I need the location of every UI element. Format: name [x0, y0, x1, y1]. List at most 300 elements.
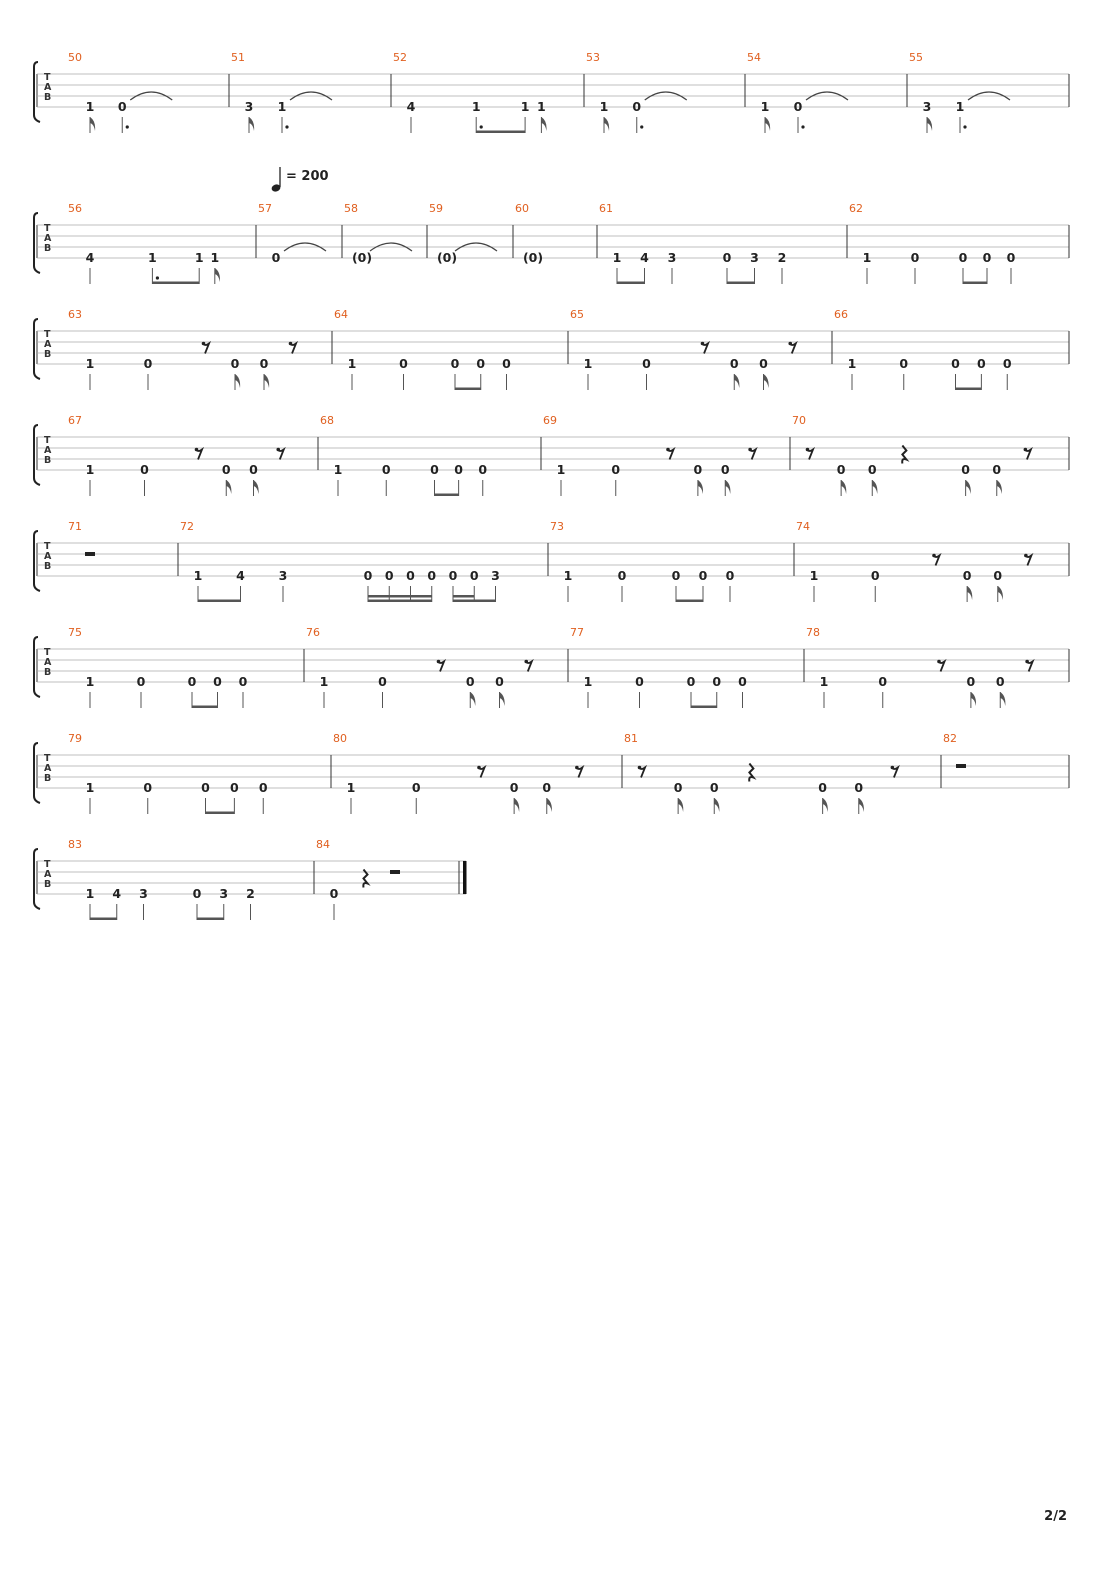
- fret-number: 2: [246, 886, 255, 901]
- tab-clef-letter: A: [44, 869, 52, 880]
- fret-number: 0: [465, 674, 475, 689]
- measure-number: 63: [68, 308, 82, 321]
- fret-number: 0: [693, 462, 703, 477]
- note-flag: [872, 480, 877, 494]
- measure: [849, 202, 1016, 284]
- measure-number: 78: [806, 626, 820, 639]
- fret-number: 0: [673, 780, 683, 795]
- measure-number: 55: [909, 51, 923, 64]
- beam: [963, 282, 987, 285]
- fret-number: 1: [520, 99, 530, 114]
- fret-number: 0: [378, 674, 387, 689]
- fret-number: 1: [333, 462, 343, 477]
- fret-number: 0: [469, 568, 479, 583]
- measure: [543, 414, 756, 496]
- measure: [68, 838, 255, 920]
- half-rest: [390, 870, 400, 874]
- fret-number: 0: [642, 356, 651, 371]
- beam: [152, 282, 199, 285]
- measure: [909, 51, 1010, 133]
- measure-number: 69: [543, 414, 557, 427]
- fret-number: 0: [738, 674, 747, 689]
- eighth-rest-dot: [195, 448, 199, 452]
- note-flag: [1000, 692, 1005, 706]
- tab-clef-letter: B: [44, 667, 52, 678]
- tab-clef-letter: B: [44, 773, 52, 784]
- fret-number: 1: [862, 250, 872, 265]
- note-flag: [967, 586, 972, 600]
- measure: [834, 308, 1012, 390]
- fret-number: 1: [347, 356, 357, 371]
- eighth-rest-dot: [932, 554, 936, 558]
- fret-number: 0: [836, 462, 846, 477]
- fret-number: 1: [612, 250, 622, 265]
- tab-clef-letter: T: [44, 753, 51, 764]
- fret-number: 0: [140, 462, 149, 477]
- measure: [624, 732, 898, 814]
- tab-system: [34, 414, 1069, 496]
- tab-clef-letter: T: [44, 223, 51, 234]
- measure-number: 50: [68, 51, 82, 64]
- tab-clef-letter: B: [44, 92, 52, 103]
- fret-number: 0: [867, 462, 877, 477]
- beam-secondary: [368, 595, 432, 598]
- fret-number: 0: [430, 462, 439, 477]
- note-flag: [823, 798, 828, 812]
- fret-number: 0: [230, 356, 240, 371]
- eighth-rest-dot: [701, 342, 705, 346]
- fret-number: 1: [148, 250, 157, 265]
- tab-clef-letter: A: [44, 551, 52, 562]
- measure-number: 66: [834, 308, 848, 321]
- measure: [796, 520, 1031, 602]
- eighth-rest-dot: [202, 342, 206, 346]
- fret-number: 0: [230, 780, 239, 795]
- tab-system: [34, 626, 1069, 708]
- page-number: 2/2: [1044, 1509, 1067, 1524]
- fret-number: 0: [143, 780, 153, 795]
- beam: [197, 918, 224, 921]
- measure: [68, 308, 296, 390]
- measure: [599, 202, 786, 284]
- fret-number: 0: [329, 886, 339, 901]
- note-flag: [470, 692, 475, 706]
- measure: [316, 838, 467, 920]
- fret-number: 0: [854, 780, 864, 795]
- fret-number: 0: [958, 250, 968, 265]
- tab-system: [34, 838, 467, 920]
- note-flag: [859, 798, 864, 812]
- measure: [792, 414, 1031, 496]
- fret-number: 1: [819, 674, 829, 689]
- fret-number: 0: [476, 356, 486, 371]
- fret-number: 0: [870, 568, 880, 583]
- fret-number: 1: [599, 99, 609, 114]
- eighth-rest-dot: [666, 448, 670, 452]
- note-flag: [235, 374, 240, 388]
- tab-clef-letter: B: [44, 243, 52, 254]
- tab-system: [34, 308, 1069, 390]
- fret-number: 0: [213, 674, 222, 689]
- fret-number: 0: [1006, 250, 1016, 265]
- fret-number: 1: [85, 674, 95, 689]
- tab-clef-letter: B: [44, 561, 52, 572]
- note-flag: [971, 692, 976, 706]
- fret-number: 3: [244, 99, 254, 114]
- note-flag: [514, 798, 519, 812]
- fret-number: 0: [709, 780, 719, 795]
- measure: [68, 626, 248, 708]
- tab-clef-letter: T: [44, 329, 51, 340]
- fret-number: 0: [454, 462, 463, 477]
- measure-number: 53: [586, 51, 600, 64]
- fret-number: 3: [219, 886, 229, 901]
- note-flag: [725, 480, 730, 494]
- fret-number: 1: [537, 99, 546, 114]
- fret-number: 0: [427, 568, 437, 583]
- beam: [476, 131, 525, 134]
- fret-number: 4: [640, 250, 649, 265]
- beam: [453, 600, 496, 603]
- tab-system: [34, 520, 1069, 602]
- eighth-rest-dot: [806, 448, 810, 452]
- measure-number: 59: [429, 202, 443, 215]
- fret-number: 1: [583, 674, 593, 689]
- measure: [550, 520, 735, 602]
- note-flag: [966, 480, 971, 494]
- note-flag: [998, 586, 1003, 600]
- eighth-rest-dot: [477, 766, 481, 770]
- note-flag: [90, 117, 95, 131]
- note-flag: [997, 480, 1002, 494]
- fret-number: 2: [777, 250, 787, 265]
- fret-number: 0: [509, 780, 519, 795]
- tab-clef-letter: B: [44, 349, 52, 360]
- measure-number: 77: [570, 626, 584, 639]
- note-flag: [714, 798, 719, 812]
- note-flag: [541, 117, 546, 131]
- fret-number: 1: [583, 356, 593, 371]
- measure-number: 52: [393, 51, 407, 64]
- fret-number: 0: [712, 674, 722, 689]
- tab-clef-letter: B: [44, 879, 52, 890]
- tab-clef-letter: T: [44, 72, 51, 83]
- measure-number: 80: [333, 732, 347, 745]
- beam: [206, 812, 235, 815]
- measure: [515, 202, 543, 265]
- fret-number: 0: [363, 568, 373, 583]
- fret-number: 0: [611, 462, 621, 477]
- fret-number: 0: [982, 250, 992, 265]
- fret-number: 0: [993, 568, 1003, 583]
- measure: [258, 202, 326, 265]
- fret-number: 0: [962, 568, 972, 583]
- fret-number: 0: [818, 780, 827, 795]
- fret-number: 1: [194, 250, 204, 265]
- note-flag: [841, 480, 846, 494]
- fret-number: 3: [491, 568, 500, 583]
- eighth-rest-dot: [437, 660, 441, 664]
- measure-number: 57: [258, 202, 272, 215]
- fret-number: 4: [85, 250, 95, 265]
- measure-number: 51: [231, 51, 245, 64]
- tab-clef-letter: A: [44, 657, 52, 668]
- tab-clef-letter: T: [44, 541, 51, 552]
- beam: [455, 388, 481, 391]
- measure: [68, 202, 220, 284]
- measure-number: 74: [796, 520, 810, 533]
- fret-number: 0: [221, 462, 231, 477]
- fret-number: 3: [922, 99, 932, 114]
- fret-number: 0: [143, 356, 153, 371]
- measure: [943, 732, 966, 768]
- fret-number: 0: [992, 462, 1002, 477]
- beam: [368, 600, 432, 603]
- measure-number: 75: [68, 626, 82, 639]
- fret-number: 1: [346, 780, 356, 795]
- measure-number: 68: [320, 414, 334, 427]
- fret-number: 0: [448, 568, 458, 583]
- dot: [963, 125, 966, 128]
- beam: [435, 494, 459, 497]
- fret-number: 0: [136, 674, 146, 689]
- fret-number: 0: [238, 674, 248, 689]
- measure-number: 73: [550, 520, 564, 533]
- fret-number: 0: [450, 356, 460, 371]
- measure-number: 64: [334, 308, 348, 321]
- fret-number: 0: [117, 99, 127, 114]
- eighth-rest-dot: [575, 766, 579, 770]
- fret-number: (0): [522, 250, 544, 265]
- fret-number: 4: [236, 568, 245, 583]
- measure: [429, 202, 497, 265]
- measure-number: 67: [68, 414, 82, 427]
- measure-number: 62: [849, 202, 863, 215]
- fret-number: 0: [1002, 356, 1012, 371]
- fret-number: 1: [809, 568, 819, 583]
- fret-number: 0: [411, 780, 421, 795]
- note-flag: [226, 480, 231, 494]
- fret-number: 0: [542, 780, 552, 795]
- fret-number: 0: [951, 356, 960, 371]
- measure: [586, 51, 687, 133]
- beam: [956, 388, 982, 391]
- tab-system: [34, 51, 1069, 133]
- fret-number: 3: [139, 886, 148, 901]
- measure-number: 71: [68, 520, 82, 533]
- fret-number: 0: [899, 356, 909, 371]
- eighth-rest-dot: [289, 342, 293, 346]
- fret-number: 1: [760, 99, 770, 114]
- eighth-rest-dot: [937, 660, 941, 664]
- measure: [231, 51, 332, 133]
- fret-number: 0: [201, 780, 210, 795]
- measure: [306, 626, 532, 708]
- measure-number: 72: [180, 520, 194, 533]
- fret-number: 0: [722, 250, 732, 265]
- note-flag: [764, 374, 769, 388]
- fret-number: 0: [478, 462, 488, 477]
- fret-number: 1: [85, 886, 95, 901]
- fret-number: 0: [271, 250, 281, 265]
- tab-clef-letter: A: [44, 763, 52, 774]
- measure: [334, 308, 511, 390]
- fret-number: 0: [399, 356, 408, 371]
- fret-number: 0: [635, 674, 644, 689]
- beam: [617, 282, 645, 285]
- fret-number: 1: [210, 250, 220, 265]
- measure: [344, 202, 412, 265]
- measure-number: 84: [316, 838, 330, 851]
- measure-number: 83: [68, 838, 82, 851]
- measure: [180, 520, 500, 602]
- fret-number: 0: [632, 99, 642, 114]
- measure-number: 54: [747, 51, 761, 64]
- measure: [570, 308, 796, 390]
- note-flag: [678, 798, 683, 812]
- dot: [156, 276, 159, 279]
- dot: [126, 125, 129, 128]
- fret-number: 0: [966, 674, 976, 689]
- eighth-rest-dot: [524, 660, 528, 664]
- fret-number: 0: [977, 356, 986, 371]
- note-flag: [698, 480, 703, 494]
- dot: [285, 125, 288, 128]
- note-flag: [249, 117, 254, 131]
- fret-number: 0: [793, 99, 803, 114]
- fret-number: 0: [192, 886, 202, 901]
- note-flag: [604, 117, 609, 131]
- eighth-rest-dot: [891, 766, 895, 770]
- eighth-rest-dot: [788, 342, 792, 346]
- fret-number: 0: [502, 356, 511, 371]
- beam: [192, 706, 218, 709]
- fret-number: 0: [384, 568, 394, 583]
- measure: [68, 414, 284, 496]
- tab-clef-letter: T: [44, 859, 51, 870]
- tab-clef-letter: T: [44, 647, 51, 658]
- tab-system: [34, 732, 1069, 814]
- half-rest: [85, 552, 95, 556]
- tab-clef-letter: B: [44, 455, 52, 466]
- final-barline: [463, 861, 467, 894]
- beam: [198, 600, 241, 603]
- beam: [676, 600, 703, 603]
- measure: [68, 51, 172, 133]
- fret-number: 0: [617, 568, 627, 583]
- fret-number: 4: [112, 886, 122, 901]
- fret-number: 0: [961, 462, 970, 477]
- fret-number: 1: [85, 780, 95, 795]
- fret-number: 0: [381, 462, 391, 477]
- dot: [480, 125, 483, 128]
- eighth-rest-dot: [1025, 660, 1029, 664]
- dot: [640, 125, 643, 128]
- measure: [570, 626, 747, 708]
- measure-number: 56: [68, 202, 82, 215]
- fret-number: (0): [436, 250, 458, 265]
- fret-number: 0: [995, 674, 1005, 689]
- measure-number: 70: [792, 414, 806, 427]
- fret-number: 1: [277, 99, 287, 114]
- fret-number: 1: [85, 356, 95, 371]
- tab-clef-letter: T: [44, 435, 51, 446]
- fret-number: 0: [759, 356, 768, 371]
- beam: [691, 706, 717, 709]
- measure: [806, 626, 1033, 708]
- note-flag: [215, 268, 220, 282]
- note-flag: [765, 117, 770, 131]
- fret-number: 0: [249, 462, 258, 477]
- fret-number: 1: [471, 99, 481, 114]
- note-flag: [264, 374, 269, 388]
- fret-number: 4: [406, 99, 416, 114]
- measure-number: 65: [570, 308, 584, 321]
- fret-number: 0: [686, 674, 696, 689]
- beam: [90, 918, 117, 921]
- measure: [320, 414, 487, 496]
- fret-number: 0: [910, 250, 920, 265]
- measure-number: 61: [599, 202, 613, 215]
- measure: [68, 520, 95, 556]
- note-flag: [500, 692, 505, 706]
- measure-number: 60: [515, 202, 529, 215]
- measure-number: 79: [68, 732, 82, 745]
- fret-number: 1: [955, 99, 965, 114]
- fret-number: 0: [720, 462, 730, 477]
- fret-number: 3: [667, 250, 677, 265]
- tab-clef-letter: A: [44, 339, 52, 350]
- fret-number: 0: [698, 568, 708, 583]
- measure: [68, 732, 268, 814]
- eighth-rest-dot: [1024, 448, 1028, 452]
- fret-number: 1: [847, 356, 857, 371]
- measure-number: 76: [306, 626, 320, 639]
- fret-number: 0: [406, 568, 415, 583]
- note-flag: [547, 798, 552, 812]
- tab-clef-letter: A: [44, 233, 52, 244]
- fret-number: 1: [563, 568, 573, 583]
- tempo-value: = 200: [286, 169, 329, 184]
- fret-number: 3: [750, 250, 759, 265]
- fret-number: 0: [671, 568, 681, 583]
- dot: [801, 125, 804, 128]
- fret-number: (0): [351, 250, 373, 265]
- tab-clef-letter: A: [44, 82, 52, 93]
- measure-number: 82: [943, 732, 957, 745]
- measure: [747, 51, 848, 133]
- measure: [393, 51, 547, 133]
- measure-number: 58: [344, 202, 358, 215]
- fret-number: 0: [725, 568, 735, 583]
- fret-number: 3: [278, 568, 288, 583]
- fret-number: 1: [85, 99, 95, 114]
- measure: [333, 732, 582, 814]
- fret-number: 1: [85, 462, 95, 477]
- fret-number: 0: [259, 356, 269, 371]
- fret-number: 0: [495, 674, 504, 689]
- eighth-rest-dot: [748, 448, 752, 452]
- measure-number: 81: [624, 732, 638, 745]
- fret-number: 0: [187, 674, 197, 689]
- fret-number: 1: [193, 568, 203, 583]
- note-flag: [254, 480, 259, 494]
- fret-number: 0: [729, 356, 739, 371]
- beam-secondary: [453, 595, 474, 598]
- tab-system: [34, 202, 1069, 284]
- fret-number: 1: [556, 462, 566, 477]
- half-rest: [956, 764, 966, 768]
